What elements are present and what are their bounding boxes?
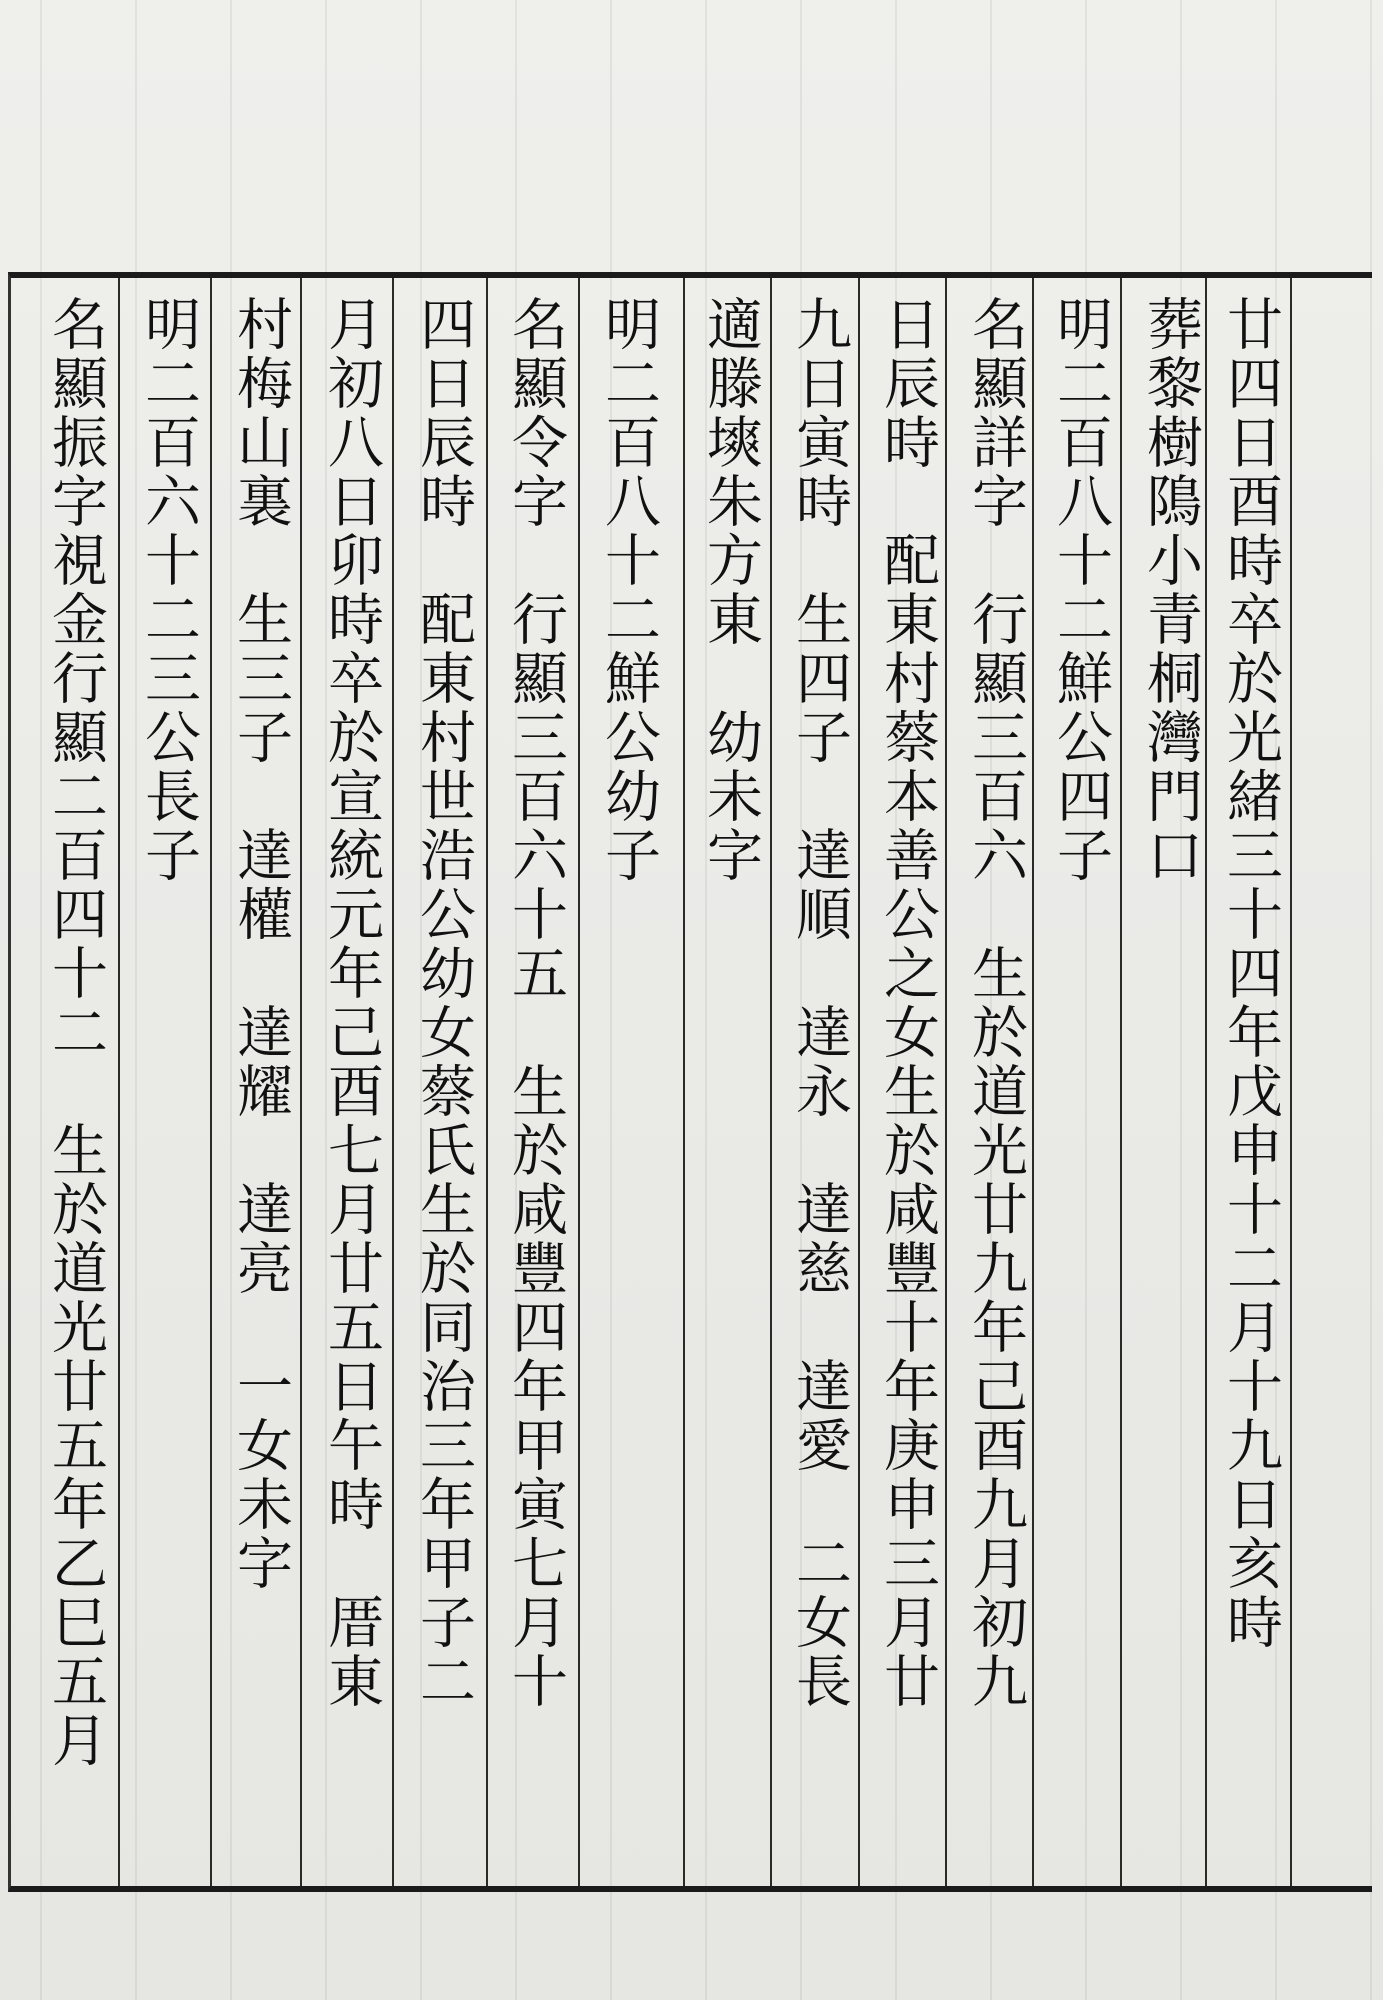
- text-column-8: 明二百八十二鮮公幼子: [596, 295, 661, 885]
- text-column-2: 葬黎樹隝小青桐灣門口: [1138, 295, 1203, 885]
- column-rule: [1032, 278, 1034, 1886]
- text-column-3: 明二百八十二鮮公四子: [1048, 295, 1113, 885]
- column-rule: [486, 278, 488, 1886]
- text-column-5: 日辰時 配東村蔡本善公之女生於咸豐十年庚申三月廿: [875, 295, 940, 1711]
- text-column-4: 名顯詳字 行顯三百六 生於道光廿九年己酉九月初九: [963, 295, 1028, 1711]
- book-title: [1300, 295, 1370, 1395]
- column-rule: [858, 278, 860, 1886]
- text-column-7: 適滕塽朱方東 幼未字: [698, 295, 763, 885]
- column-rule: [392, 278, 394, 1886]
- text-column-9: 名顯令字 行顯三百六十五 生於咸豐四年甲寅七月十: [503, 295, 568, 1711]
- text-column-12: 村梅山裏 生三子 達權 達耀 達亮 一女未字: [228, 295, 293, 1593]
- column-rule: [1120, 278, 1122, 1886]
- text-column-13: 明二百六十二三公長子: [136, 295, 201, 885]
- column-rule: [683, 278, 685, 1886]
- column-rule: [300, 278, 302, 1886]
- text-column-1: 廿四日酉時卒於光緒三十四年戊申十二月十九日亥時: [1218, 295, 1283, 1652]
- text-column-10: 四日辰時 配東村世浩公幼女蔡氏生於同治三年甲子二: [411, 295, 476, 1711]
- column-rule: [210, 278, 212, 1886]
- column-rule: [945, 278, 947, 1886]
- text-column-14: 名顯振字視金行顯二百四十二 生於道光廿五年乙巳五月: [43, 295, 108, 1770]
- column-rule: [578, 278, 580, 1886]
- column-rule: [118, 278, 120, 1886]
- folio-number: [1300, 1645, 1370, 1875]
- text-column-6: 九日寅時 生四子 達順 達永 達慈 達愛 二女長: [787, 295, 852, 1711]
- column-rule: [1205, 278, 1207, 1886]
- header-band: [1290, 290, 1382, 1880]
- text-column-11: 月初八日卯時卒於宣統元年己酉七月廿五日午時 厝東: [319, 295, 384, 1711]
- column-rule: [770, 278, 772, 1886]
